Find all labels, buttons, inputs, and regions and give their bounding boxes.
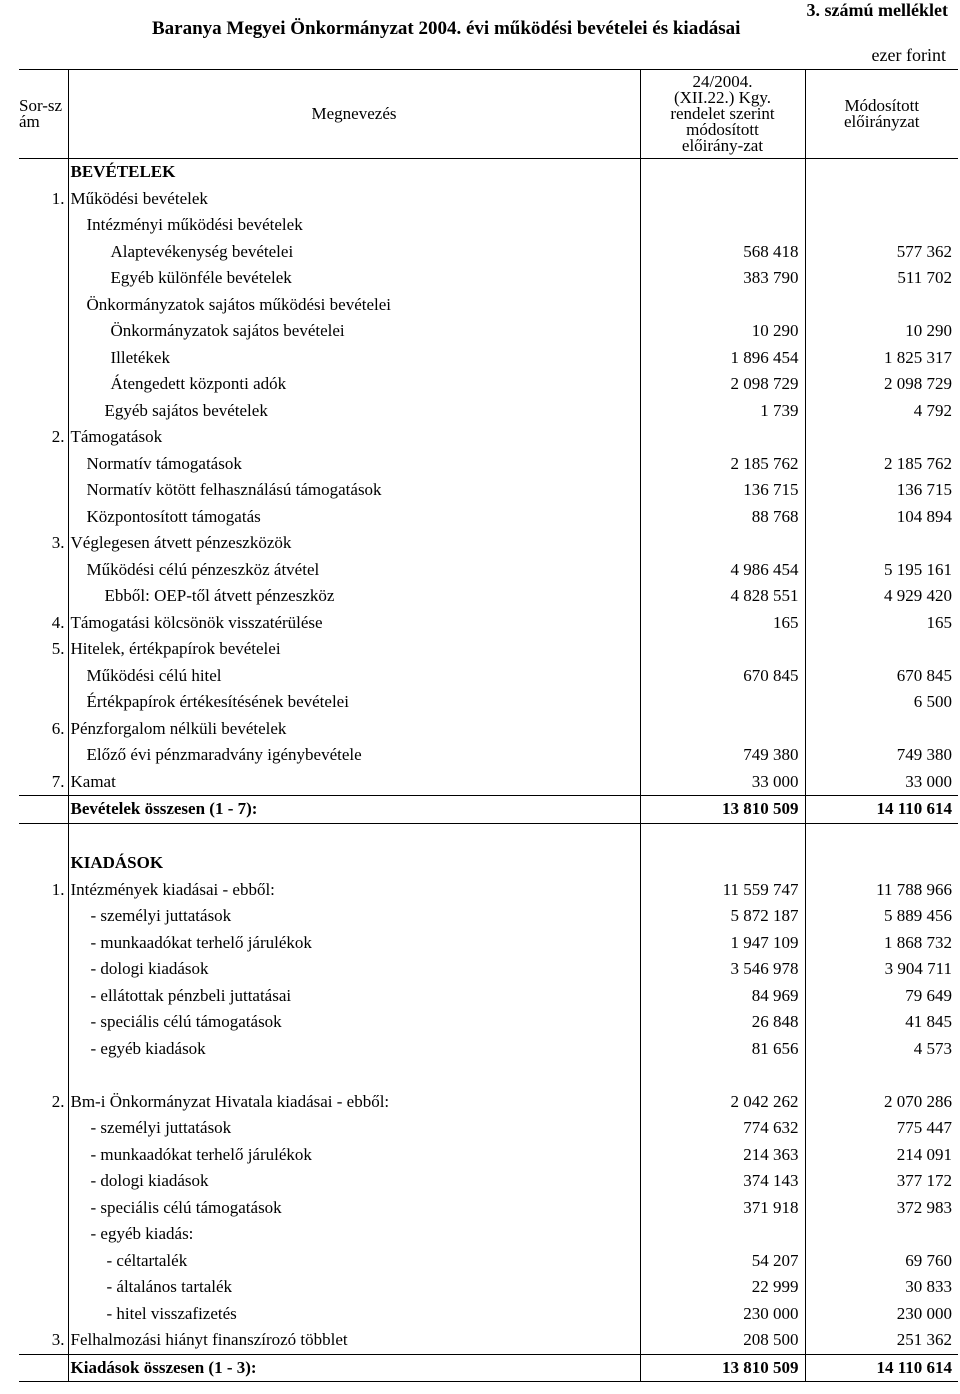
row-value-modified (805, 1221, 958, 1248)
row-value-original: 26 848 (640, 1009, 805, 1036)
row-number: 6. (19, 716, 68, 743)
row-number (19, 477, 68, 504)
row-label: BEVÉTELEK (68, 159, 640, 186)
row-value-modified: 6 500 (913, 692, 952, 711)
row-number (19, 796, 68, 824)
table-row (19, 716, 958, 743)
table-row (19, 1248, 958, 1275)
table-row (19, 424, 958, 451)
row-value-modified (805, 186, 958, 213)
row-value-modified (805, 159, 958, 186)
row-value-modified: 5 889 456 (884, 906, 952, 925)
row-value-original: 136 715 (640, 477, 805, 504)
row-number (19, 1142, 68, 1169)
row-label: Intézményi működési bevételek (68, 212, 640, 239)
row-number (19, 1115, 68, 1142)
page-title: Baranya Megyei Önkormányzat 2004. évi működési bevételei és kiadásai (152, 18, 741, 39)
table-row (19, 689, 958, 716)
row-value-original: 84 969 (640, 983, 805, 1010)
table-row (19, 983, 958, 1010)
row-value-modified (805, 716, 958, 743)
row-label: Ebből: OEP-től átvett pénzeszköz (68, 583, 640, 610)
row-value-modified: 33 000 (805, 769, 958, 796)
row-number (19, 983, 68, 1010)
row-label: Támogatási kölcsönök visszatérülése (68, 610, 640, 637)
row-value-modified (805, 636, 958, 663)
table-row (19, 823, 958, 850)
row-label: - speciális célú támogatások (68, 1195, 640, 1222)
row-value-original (640, 716, 805, 743)
row-number (19, 663, 68, 690)
row-value-original (640, 689, 805, 716)
col-header-original: 24/2004. (XII.22.) Kgy. rendelet szerint módosított előirány-zat (640, 70, 805, 159)
row-label: Önkormányzatok sajátos bevételei (68, 318, 640, 345)
row-label: - speciális célú támogatások (68, 1009, 640, 1036)
row-value-original: 11 559 747 (640, 877, 805, 904)
row-value-original: 4 986 454 (640, 557, 805, 584)
row-label (68, 1062, 640, 1089)
row-value-original: 4 828 551 (640, 583, 805, 610)
table-row (19, 850, 958, 877)
row-label: Működési célú pénzeszköz átvétel (68, 557, 640, 584)
row-number (19, 504, 68, 531)
row-value-original: 10 290 (640, 318, 805, 345)
table-row (19, 956, 958, 983)
row-number (19, 689, 68, 716)
row-label: Normatív támogatások (68, 451, 640, 478)
row-number: 7. (19, 769, 68, 796)
row-label: Hitelek, értékpapírok bevételei (68, 636, 640, 663)
row-value-original: 383 790 (640, 265, 805, 292)
table-row (19, 345, 958, 372)
row-value-modified: 251 362 (896, 1330, 952, 1349)
table-row (19, 159, 958, 186)
row-number (19, 903, 68, 930)
row-label: - személyi juttatások (68, 1115, 640, 1142)
row-value-modified: 2 070 286 (884, 1091, 952, 1111)
row-value-modified: 511 702 (897, 268, 952, 287)
table-row (19, 530, 958, 557)
row-value-original: 1 739 (640, 398, 805, 425)
row-value-original: 22 999 (640, 1274, 805, 1301)
row-number (19, 1168, 68, 1195)
row-value-original: 54 207 (640, 1248, 805, 1275)
row-value-original (640, 186, 805, 213)
row-number (19, 212, 68, 239)
row-value-original (640, 823, 805, 850)
table-row (19, 504, 958, 531)
table-row (19, 583, 958, 610)
table-row (19, 318, 958, 345)
row-label: Egyéb sajátos bevételek (68, 398, 640, 425)
row-number (19, 850, 68, 877)
row-label: Normatív kötött felhasználású támogatások (68, 477, 640, 504)
row-value-modified: 377 172 (896, 1171, 952, 1190)
row-label: Működési célú hitel (68, 663, 640, 690)
row-value-original: 88 768 (640, 504, 805, 531)
row-value-modified: 4 573 (913, 1038, 952, 1058)
row-label: Intézmények kiadásai - ebből: (68, 877, 640, 904)
row-number (19, 557, 68, 584)
row-label: - munkaadókat terhelő járulékok (68, 930, 640, 957)
row-number (19, 1009, 68, 1036)
row-value-original: 13 810 509 (640, 1354, 805, 1382)
row-value-original: 214 363 (640, 1142, 805, 1169)
row-value-modified: 11 788 966 (876, 879, 952, 899)
row-label (68, 823, 640, 850)
row-label: - céltartalék (68, 1248, 640, 1275)
table-row (19, 1168, 958, 1195)
row-value-modified: 749 380 (896, 745, 952, 764)
row-value-modified: 5 195 161 (884, 559, 952, 579)
table-row (19, 451, 958, 478)
row-number (19, 1062, 68, 1089)
row-label: - dologi kiadások (68, 1168, 640, 1195)
budget-table (19, 69, 958, 1382)
row-value-original (640, 530, 805, 557)
row-number (19, 1354, 68, 1382)
row-number: 2. (19, 1089, 68, 1116)
row-value-original (640, 1062, 805, 1089)
row-label: Alaptevékenység bevételei (68, 239, 640, 266)
row-value-modified: 670 845 (896, 665, 952, 685)
row-value-original: 774 632 (640, 1115, 805, 1142)
table-row (19, 930, 958, 957)
table-row (19, 1221, 958, 1248)
row-label: Bevételek összesen (1 - 7): (68, 796, 640, 824)
row-number (19, 1036, 68, 1063)
row-value-modified: 79 649 (905, 985, 952, 1005)
row-label: - hitel visszafizetés (68, 1301, 640, 1328)
row-value-original: 749 380 (640, 742, 805, 769)
table-row (19, 877, 958, 904)
row-label: - általános tartalék (68, 1274, 640, 1301)
table-row (19, 1327, 958, 1354)
row-number (19, 239, 68, 266)
row-label: Támogatások (68, 424, 640, 451)
row-value-modified: 14 110 614 (805, 1354, 958, 1382)
table-row (19, 1009, 958, 1036)
row-value-original (640, 850, 805, 877)
row-value-original: 2 185 762 (640, 451, 805, 478)
row-label: Értékpapírok értékesítésének bevételei (68, 689, 640, 716)
row-label: Egyéb különféle bevételek (68, 265, 640, 292)
row-label: Véglegesen átvett pénzeszközök (68, 530, 640, 557)
row-value-original: 81 656 (640, 1036, 805, 1063)
row-value-original (640, 424, 805, 451)
row-value-original: 1 947 109 (640, 930, 805, 957)
unit-label: ezer forint (871, 45, 946, 65)
row-value-original (640, 292, 805, 319)
table-row (19, 477, 958, 504)
row-value-modified: 1 825 317 (884, 347, 952, 367)
table-row (19, 769, 958, 796)
row-value-modified (805, 424, 958, 451)
table-row (19, 292, 958, 319)
table-row (19, 212, 958, 239)
row-number (19, 1274, 68, 1301)
row-label: Kamat (68, 769, 640, 796)
row-number (19, 1301, 68, 1328)
row-label: Előző évi pénzmaradvány igénybevétele (68, 742, 640, 769)
row-value-modified (805, 212, 958, 239)
row-number: 2. (19, 424, 68, 451)
table-row (19, 398, 958, 425)
col-header-sorszam: Sor-szám (19, 70, 68, 159)
row-value-modified (805, 292, 958, 319)
row-value-modified: 775 447 (896, 1118, 952, 1137)
row-number (19, 956, 68, 983)
row-number (19, 398, 68, 425)
row-value-original: 33 000 (640, 769, 805, 796)
row-label: Bm-i Önkormányzat Hivatala kiadásai - ebből: (68, 1089, 640, 1116)
row-number (19, 1248, 68, 1275)
row-label: Átengedett központi adók (68, 371, 640, 398)
table-row (19, 1036, 958, 1063)
row-number (19, 292, 68, 319)
row-value-modified: 69 760 (905, 1250, 952, 1270)
row-value-original: 13 810 509 (640, 796, 805, 824)
table-row (19, 1115, 958, 1142)
row-value-modified: 10 290 (905, 321, 952, 340)
row-value-modified: 165 (926, 612, 952, 632)
table-row (19, 239, 958, 266)
row-label: Központosított támogatás (68, 504, 640, 531)
row-value-modified: 2 185 762 (884, 453, 952, 473)
row-number (19, 1195, 68, 1222)
row-value-modified: 41 845 (905, 1012, 952, 1031)
row-value-modified: 230 000 (896, 1303, 952, 1323)
row-value-original (640, 159, 805, 186)
row-number (19, 159, 68, 186)
table-row (19, 903, 958, 930)
row-label: KIADÁSOK (68, 850, 640, 877)
table-row (19, 1195, 958, 1222)
row-label: Önkormányzatok sajátos működési bevételei (68, 292, 640, 319)
table-header-row (19, 70, 958, 159)
row-value-modified (805, 823, 958, 850)
row-value-modified: 4 929 420 (884, 586, 952, 605)
table-row (19, 186, 958, 213)
row-value-original: 3 546 978 (640, 956, 805, 983)
row-number (19, 318, 68, 345)
row-number: 3. (19, 1327, 68, 1354)
table-row (19, 1274, 958, 1301)
row-number: 4. (19, 610, 68, 637)
row-value-original: 208 500 (640, 1327, 805, 1354)
row-number (19, 583, 68, 610)
table-row (19, 610, 958, 637)
row-value-original (640, 1221, 805, 1248)
row-value-modified (805, 1062, 958, 1089)
row-number (19, 345, 68, 372)
row-value-modified: 4 792 (913, 400, 952, 420)
row-label: - egyéb kiadás: (68, 1221, 640, 1248)
row-value-original: 374 143 (640, 1168, 805, 1195)
row-value-original: 670 845 (640, 663, 805, 690)
table-row (19, 1354, 958, 1382)
row-value-original: 2 042 262 (640, 1089, 805, 1116)
row-label: Kiadások összesen (1 - 3): (68, 1354, 640, 1382)
table-row (19, 1301, 958, 1328)
row-value-original: 2 098 729 (640, 371, 805, 398)
row-value-original (640, 636, 805, 663)
table-row (19, 1089, 958, 1116)
row-number (19, 930, 68, 957)
row-number (19, 1221, 68, 1248)
row-value-modified: 30 833 (905, 1277, 952, 1296)
row-label: - dologi kiadások (68, 956, 640, 983)
row-number (19, 451, 68, 478)
row-value-original: 165 (640, 610, 805, 637)
table-row (19, 1142, 958, 1169)
row-label: Illetékek (68, 345, 640, 372)
row-value-modified (805, 850, 958, 877)
table-row (19, 557, 958, 584)
table-row (19, 663, 958, 690)
table-row (19, 265, 958, 292)
table-row (19, 371, 958, 398)
col-header-modified: Módosított előirányzat (805, 70, 958, 159)
row-value-original: 5 872 187 (640, 903, 805, 930)
row-value-modified: 214 091 (896, 1144, 952, 1164)
col-header-megnevezes: Megnevezés (68, 70, 640, 159)
row-value-modified: 3 904 711 (884, 959, 952, 978)
row-number: 1. (19, 877, 68, 904)
budget-table-body (19, 70, 958, 1382)
row-number (19, 265, 68, 292)
row-value-modified: 14 110 614 (805, 796, 958, 824)
row-value-original (640, 212, 805, 239)
table-row (19, 1062, 958, 1089)
row-value-modified: 2 098 729 (884, 374, 952, 393)
row-label: - ellátottak pénzbeli juttatásai (68, 983, 640, 1010)
row-label: Pénzforgalom nélküli bevételek (68, 716, 640, 743)
row-value-modified: 136 715 (896, 480, 952, 499)
table-row (19, 742, 958, 769)
row-number (19, 371, 68, 398)
row-value-original: 230 000 (640, 1301, 805, 1328)
row-label: Felhalmozási hiányt finanszírozó többlet (68, 1327, 640, 1354)
row-number: 5. (19, 636, 68, 663)
row-number: 3. (19, 530, 68, 557)
annex-label: 3. számú melléklet (806, 0, 948, 20)
row-value-modified: 577 362 (896, 241, 952, 261)
row-number (19, 823, 68, 850)
row-value-modified: 1 868 732 (884, 932, 952, 952)
table-row (19, 636, 958, 663)
row-value-modified: 372 983 (896, 1197, 952, 1217)
row-number: 1. (19, 186, 68, 213)
row-value-modified: 104 894 (896, 506, 952, 526)
row-label: Működési bevételek (68, 186, 640, 213)
row-label: - munkaadókat terhelő járulékok (68, 1142, 640, 1169)
row-label: - egyéb kiadások (68, 1036, 640, 1063)
row-label: - személyi juttatások (68, 903, 640, 930)
row-value-original: 1 896 454 (640, 345, 805, 372)
row-value-modified (805, 530, 958, 557)
row-value-original: 568 418 (640, 239, 805, 266)
row-number (19, 742, 68, 769)
table-row (19, 796, 958, 824)
row-value-original: 371 918 (640, 1195, 805, 1222)
